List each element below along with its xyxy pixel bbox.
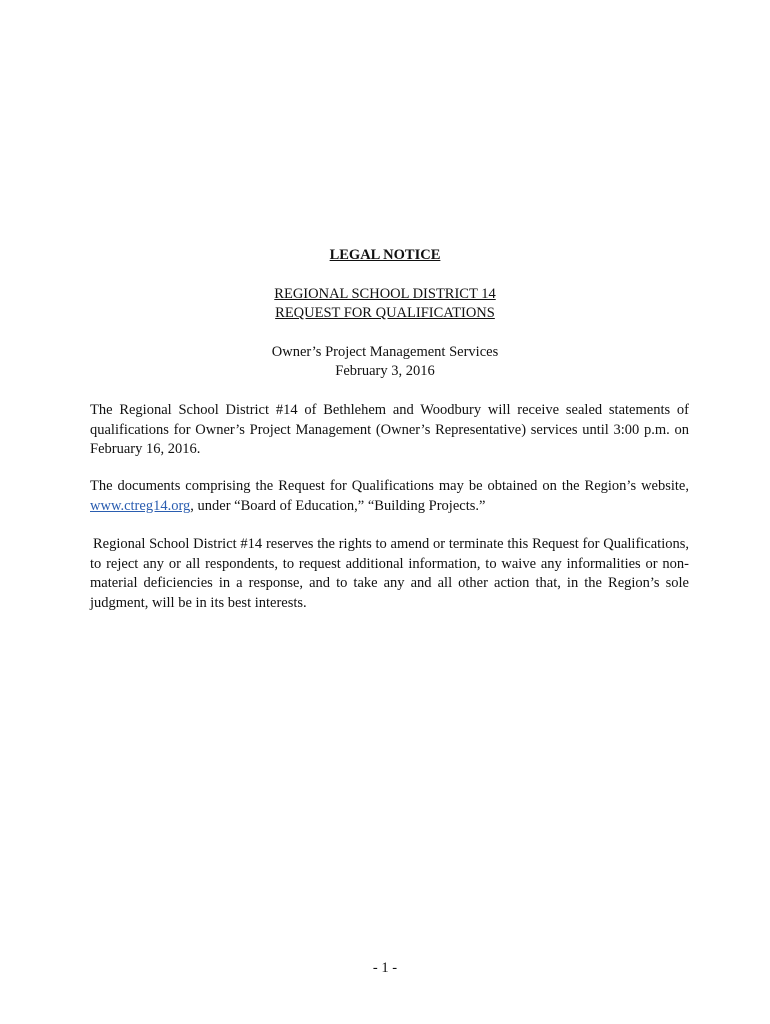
rfq-heading: REQUEST FOR QUALIFICATIONS (275, 305, 495, 321)
paragraph-rights: Regional School District #14 reserves the rights to amend or terminate this Request for Qualifications, to reject any or all respondents, to request additional information, to waive any informalities or non-material deficiencies in a response, and to take any and all other action that, in the Region’s sole judgment, will be in its best interests. (90, 536, 689, 611)
legal-notice-title: LEGAL NOTICE (329, 247, 441, 263)
paragraph-documents-tail: , under “Board of Education,” “Building Projects.” (190, 497, 486, 514)
paragraph-submission: The Regional School District #14 of Bethlehem and Woodbury will receive sealed statements of qualifications for Owner’s Project Management (Owner’s Representative) services until 3:00 p.m. on February 16, 2016. (90, 402, 689, 457)
paragraph-documents-text: The documents comprising the Request for Qualifications may be obtained on the Region’s website, (90, 478, 689, 494)
paragraph-documents (90, 477, 689, 516)
page-number: - 1 - (372, 960, 398, 976)
district-heading: REGIONAL SCHOOL DISTRICT 14 (274, 286, 496, 302)
notice-date: February 3, 2016 (335, 363, 435, 379)
website-link[interactable]: www.ctreg14.org (90, 497, 191, 514)
service-subtitle: Owner’s Project Management Services (271, 344, 499, 360)
